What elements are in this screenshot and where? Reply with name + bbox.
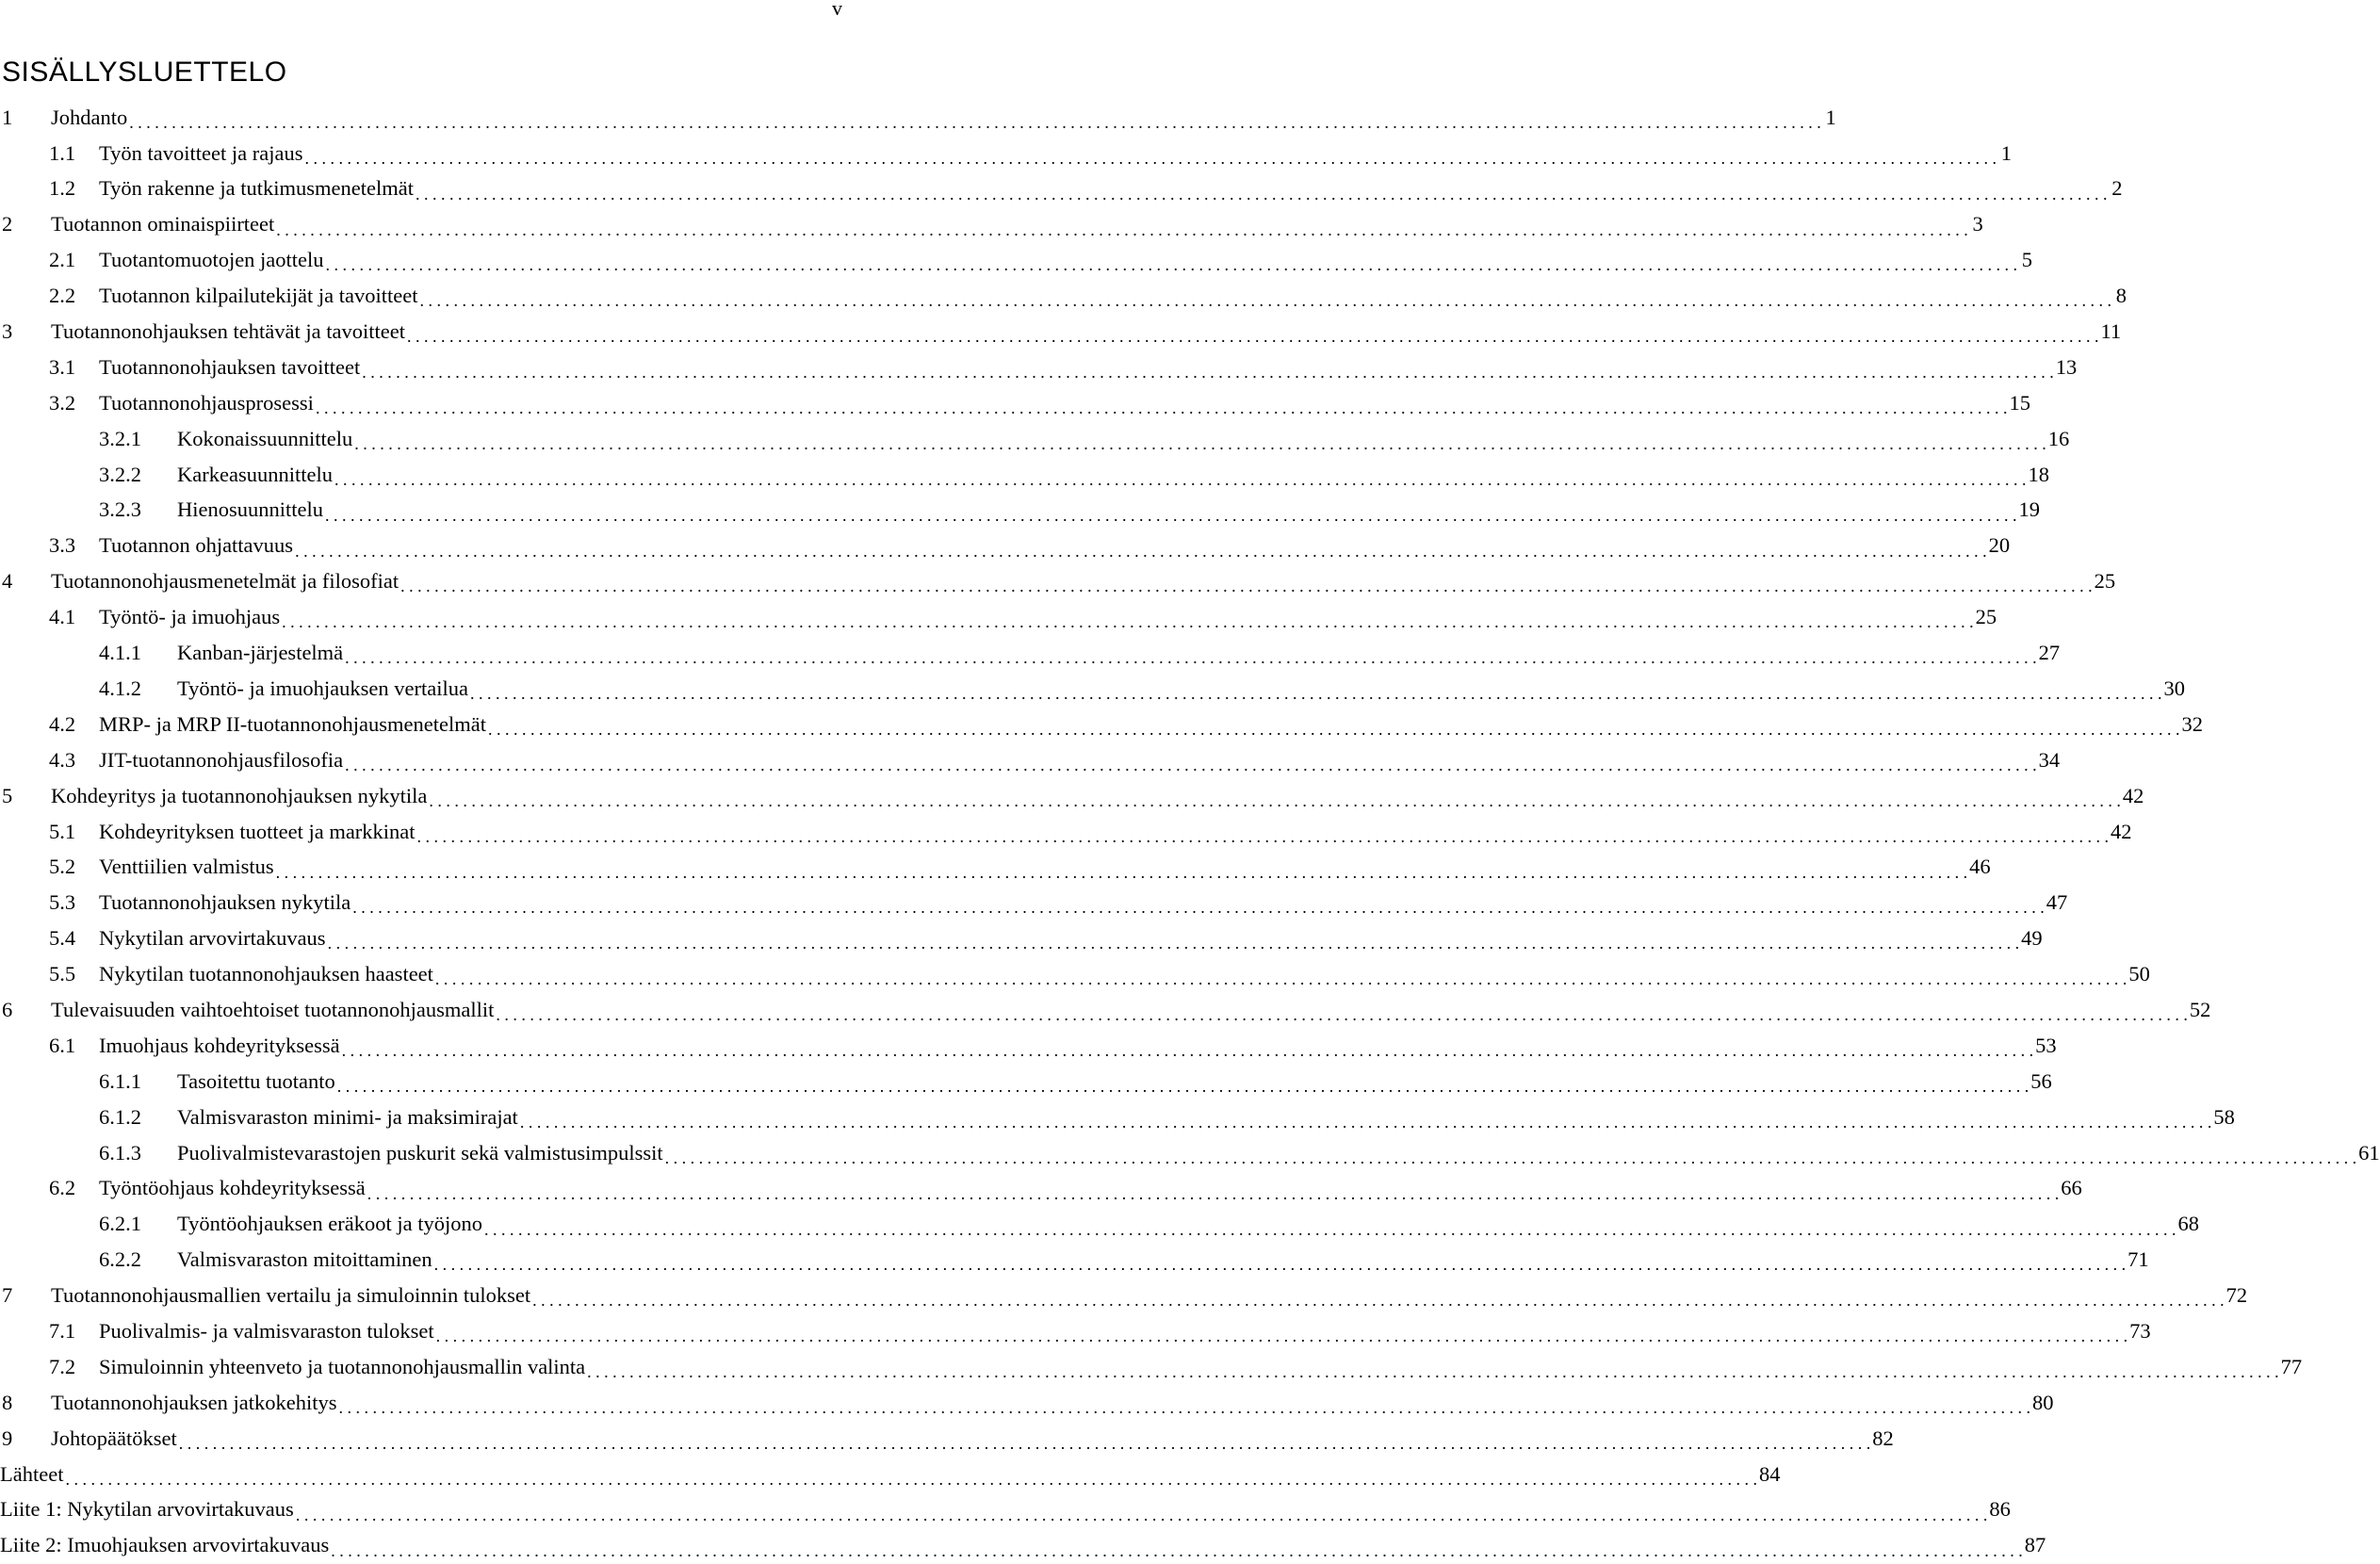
toc-entry-number: 3 [2, 319, 13, 344]
dot-leader: . . . . . . . . . . . . . . . . . . . . . . . . . . . . . . . . . . . . . . . . . . . . . . . . . . . . . . . . . . . . . . . . . . . . . . . . . . . . . . . . . . . . . . . . . . . . . . . . . . . . . . . . . . . . . . . . . . . . . . . . . . . . . . . . . . . . . . . . . . . . . . . . . . . . . . . . . . . . . . . . . . . . . . . . . . . . . . . . . . . . . . . . . . . . . . . . . . . . . . . . [331, 1540, 2023, 1560]
toc-entry-title: Tulevaisuuden vaihtoehtoiset tuotannonohjausmallit [51, 997, 495, 1021]
toc-entry-title: Simuloinnin yhteenveto ja tuotannonohjausmallin valinta [99, 1354, 586, 1378]
dot-leader: . . . . . . . . . . . . . . . . . . . . . . . . . . . . . . . . . . . . . . . . . . . . . . . . . . . . . . . . . . . . . . . . . . . . . . . . . . . . . . . . . . . . . . . . . . . . . . . . . . . . . . . . . . . . . . . . . . . . . . . . . . . . . . . . . . . . . . . . . . . . . . . . . . . . . . . . . . . . . . . . . . . . . . . . . . . . . . . . . . . . . . . . . . . . . . . . . . . . . . . . [282, 612, 1974, 632]
dot-leader: . . . . . . . . . . . . . . . . . . . . . . . . . . . . . . . . . . . . . . . . . . . . . . . . . . . . . . . . . . . . . . . . . . . . . . . . . . . . . . . . . . . . . . . . . . . . . . . . . . . . . . . . . . . . . . . . . . . . . . . . . . . . . . . . . . . . . . . . . . . . . . . . . . . . . . . . . . . . . . . . . . . . . . . . . . . . . . . . . . . . . . . . . . . . . . . . . . . . . . . . [406, 327, 2099, 347]
toc-entry-title: Tuotannonohjausmenetelmät ja filosofiat [51, 569, 399, 594]
toc-entry-number: 3.2.3 [99, 497, 141, 522]
toc-entry[interactable] [0, 707, 2203, 742]
toc-entry[interactable] [0, 1171, 2082, 1207]
dot-leader: . . . . . . . . . . . . . . . . . . . . . . . . . . . . . . . . . . . . . . . . . . . . . . . . . . . . . . . . . . . . . . . . . . . . . . . . . . . . . . . . . . . . . . . . . . . . . . . . . . . . . . . . . . . . . . . . . . . . . . . . . . . . . . . . . . . . . . . . . . . . . . . . . . . . . . . . . . . . . . . . . . . . . . . . . . . . . . . . . . . . . . . . . . . . . . . . . . . . . . . . [429, 790, 2121, 810]
dot-leader: . . . . . . . . . . . . . . . . . . . . . . . . . . . . . . . . . . . . . . . . . . . . . . . . . . . . . . . . . . . . . . . . . . . . . . . . . . . . . . . . . . . . . . . . . . . . . . . . . . . . . . . . . . . . . . . . . . . . . . . . . . . . . . . . . . . . . . . . . . . . . . . . . . . . . . . . . . . . . . . . . . . . . . . . . . . . . . . . . . . . . . . . . . . . . . . . . . . . . . . . [345, 648, 2037, 668]
toc-entry[interactable] [0, 778, 2144, 814]
toc-entry-page: 86 [1989, 1497, 2011, 1522]
toc-entry[interactable] [0, 278, 2127, 314]
toc-entry-page: 27 [2038, 641, 2061, 665]
toc-entry-number: 1.2 [49, 176, 76, 201]
toc-entry[interactable] [0, 1457, 1781, 1492]
toc-entry-page: 80 [2032, 1390, 2054, 1414]
toc-entry[interactable] [0, 171, 2123, 207]
toc-entry[interactable] [0, 742, 2061, 778]
toc-entry-page: 77 [2280, 1354, 2303, 1378]
toc-entry-title: Venttiilien valmistus [99, 855, 274, 879]
dot-leader: . . . . . . . . . . . . . . . . . . . . . . . . . . . . . . . . . . . . . . . . . . . . . . . . . . . . . . . . . . . . . . . . . . . . . . . . . . . . . . . . . . . . . . . . . . . . . . . . . . . . . . . . . . . . . . . . . . . . . . . . . . . . . . . . . . . . . . . . . . . . . . . . . . . . . . . . . . . . . . . . . . . . . . . . . . . . . . . . . . . . . . . . . . . . . . . . . . . . . . . . [334, 469, 2027, 489]
dot-leader: . . . . . . . . . . . . . . . . . . . . . . . . . . . . . . . . . . . . . . . . . . . . . . . . . . . . . . . . . . . . . . . . . . . . . . . . . . . . . . . . . . . . . . . . . . . . . . . . . . . . . . . . . . . . . . . . . . . . . . . . . . . . . . . . . . . . . . . . . . . . . . . . . . . . . . . . . . . . . . . . . . . . . . . . . . . . . . . . . . . . . . . . . . . . . . . . . . . . . . . . [295, 541, 1987, 561]
toc-entry-number: 6.2 [49, 1176, 76, 1200]
dot-leader: . . . . . . . . . . . . . . . . . . . . . . . . . . . . . . . . . . . . . . . . . . . . . . . . . . . . . . . . . . . . . . . . . . . . . . . . . . . . . . . . . . . . . . . . . . . . . . . . . . . . . . . . . . . . . . . . . . . . . . . . . . . . . . . . . . . . . . . . . . . . . . . . . . . . . . . . . . . . . . . . . . . . . . . . . . . . . . . . . . . . . . . . . . . . . . . . . . . . . . . . [325, 255, 2018, 275]
dot-leader: . . . . . . . . . . . . . . . . . . . . . . . . . . . . . . . . . . . . . . . . . . . . . . . . . . . . . . . . . . . . . . . . . . . . . . . . . . . . . . . . . . . . . . . . . . . . . . . . . . . . . . . . . . . . . . . . . . . . . . . . . . . . . . . . . . . . . . . . . . . . . . . . . . . . . . . . . . . . . . . . . . . . . . . . . . . . . . . . . . . . . . . . . . . . . . . . . . . . . . . . [327, 934, 2020, 953]
toc-entry-page: 58 [2213, 1104, 2235, 1129]
toc-entry-number: 6 [2, 997, 13, 1021]
toc-entry-page: 20 [1988, 533, 2011, 558]
toc-entry[interactable] [0, 920, 2043, 956]
toc-entry[interactable] [0, 529, 2011, 564]
toc-entry-page: 50 [2128, 962, 2150, 986]
toc-entry[interactable] [0, 1349, 2303, 1385]
toc-entry-number: 5.2 [49, 855, 76, 879]
toc-entry-number: 6.1 [49, 1033, 76, 1057]
toc-entry-page: 71 [2127, 1247, 2149, 1272]
toc-entry-number: 3.2.2 [99, 462, 141, 486]
toc-entry[interactable] [0, 564, 2116, 600]
toc-entry[interactable] [0, 421, 2070, 457]
toc-entry-page: 32 [2181, 711, 2203, 736]
dot-leader: . . . . . . . . . . . . . . . . . . . . . . . . . . . . . . . . . . . . . . . . . . . . . . . . . . . . . . . . . . . . . . . . . . . . . . . . . . . . . . . . . . . . . . . . . . . . . . . . . . . . . . . . . . . . . . . . . . . . . . . . . . . . . . . . . . . . . . . . . . . . . . . . . . . . . . . . . . . . . . . . . . . . . . . . . . . . . . . . . . . . . . . . . . . . . . . . . . . . . . . . [295, 1505, 1988, 1524]
toc-entry-page: 16 [2047, 426, 2070, 450]
toc-entry-page: 42 [2111, 819, 2132, 843]
toc-entry-number: 8 [2, 1390, 13, 1414]
dot-leader: . . . . . . . . . . . . . . . . . . . . . . . . . . . . . . . . . . . . . . . . . . . . . . . . . . . . . . . . . . . . . . . . . . . . . . . . . . . . . . . . . . . . . . . . . . . . . . . . . . . . . . . . . . . . . . . . . . . . . . . . . . . . . . . . . . . . . . . . . . . . . . . . . . . . . . . . . . . . . . . . . . . . . . . . . . . . . . . . . . . . . . . . . . . . . . . . . . . . . . . . [338, 1397, 2031, 1417]
toc-entry-page: 3 [1972, 212, 1983, 236]
toc-entry[interactable] [0, 1313, 2151, 1349]
toc-entry-page: 25 [2094, 569, 2116, 594]
toc-entry[interactable] [0, 1278, 2248, 1313]
toc-entry[interactable] [0, 1064, 2052, 1100]
toc-entry-page: 1 [1825, 105, 1836, 129]
toc-entry-title: JIT-tuotannonohjausfilosofia [99, 747, 344, 772]
toc-entry[interactable] [0, 1421, 1894, 1457]
dot-leader: . . . . . . . . . . . . . . . . . . . . . . . . . . . . . . . . . . . . . . . . . . . . . . . . . . . . . . . . . . . . . . . . . . . . . . . . . . . . . . . . . . . . . . . . . . . . . . . . . . . . . . . . . . . . . . . . . . . . . . . . . . . . . . . . . . . . . . . . . . . . . . . . . . . . . . . . . . . . . . . . . . . . . . . . . . . . . . . . . . . . . . . . . . . . . . . . . . . . . . . . [488, 720, 2180, 740]
toc-entry-title: MRP- ja MRP II-tuotannonohjausmenetelmät [99, 711, 486, 736]
toc-entry-number: 6.2.1 [99, 1212, 141, 1236]
toc-entry-page: 73 [2129, 1318, 2151, 1343]
toc-entry-number: 6.2.2 [99, 1247, 141, 1272]
dot-leader: . . . . . . . . . . . . . . . . . . . . . . . . . . . . . . . . . . . . . . . . . . . . . . . . . . . . . . . . . . . . . . . . . . . . . . . . . . . . . . . . . . . . . . . . . . . . . . . . . . . . . . . . . . . . . . . . . . . . . . . . . . . . . . . . . . . . . . . . . . . . . . . . . . . . . . . . . . . . . . . . . . . . . . . . . . . . . . . . . . . . . . . . . . . . . . . . . . . . . . . . [315, 399, 2008, 418]
dot-leader: . . . . . . . . . . . . . . . . . . . . . . . . . . . . . . . . . . . . . . . . . . . . . . . . . . . . . . . . . . . . . . . . . . . . . . . . . . . . . . . . . . . . . . . . . . . . . . . . . . . . . . . . . . . . . . . . . . . . . . . . . . . . . . . . . . . . . . . . . . . . . . . . . . . . . . . . . . . . . . . . . . . . . . . . . . . . . . . . . . . . . . . . . . . . . . . . . . . . . . . . [178, 1433, 1871, 1453]
toc-entry[interactable] [0, 243, 2033, 279]
toc-entry[interactable] [0, 635, 2061, 671]
dot-leader: . . . . . . . . . . . . . . . . . . . . . . . . . . . . . . . . . . . . . . . . . . . . . . . . . . . . . . . . . . . . . . . . . . . . . . . . . . . . . . . . . . . . . . . . . . . . . . . . . . . . . . . . . . . . . . . . . . . . . . . . . . . . . . . . . . . . . . . . . . . . . . . . . . . . . . . . . . . . . . . . . . . . . . . . . . . . . . . . . . . . . . . . . . . . . . . . . . . . . . . . [129, 112, 1821, 132]
toc-entry-title: Puolivalmistevarastojen puskurit sekä valmistusimpulssit [177, 1140, 663, 1165]
toc-entry-title: Tuotannon ohjattavuus [99, 533, 294, 558]
toc-entry-page: 30 [2163, 676, 2185, 700]
toc-entry-number: 5.1 [49, 819, 76, 843]
toc-entry-title: Kokonaissuunnittelu [177, 426, 353, 450]
toc-entry-title: Tuotannonohjauksen tehtävät ja tavoitteet [51, 319, 405, 344]
toc-entry-title: Työntö- ja imuohjaus [99, 605, 281, 629]
dot-leader: . . . . . . . . . . . . . . . . . . . . . . . . . . . . . . . . . . . . . . . . . . . . . . . . . . . . . . . . . . . . . . . . . . . . . . . . . . . . . . . . . . . . . . . . . . . . . . . . . . . . . . . . . . . . . . . . . . . . . . . . . . . . . . . . . . . . . . . . . . . . . . . . . . . . . . . . . . . . . . . . . . . . . . . . . . . . . . . . . . . . . . . . . . . . . . . . . . . . . . . . [336, 1076, 2030, 1096]
toc-entry-title: Johtopäätökset [51, 1426, 177, 1450]
toc-entry-number: 5.3 [49, 890, 76, 915]
toc-entry-number: 2 [2, 212, 13, 236]
toc-entry-number: 3.1 [49, 354, 76, 379]
toc-entry-number: 3.2.1 [99, 426, 141, 450]
toc-entry-number: 6.1.2 [99, 1104, 141, 1129]
dot-leader: . . . . . . . . . . . . . . . . . . . . . . . . . . . . . . . . . . . . . . . . . . . . . . . . . . . . . . . . . . . . . . . . . . . . . . . . . . . . . . . . . . . . . . . . . . . . . . . . . . . . . . . . . . . . . . . . . . . . . . . . . . . . . . . . . . . . . . . . . . . . . . . . . . . . . . . . . . . . . . . . . . . . . . . . . . . . . . . . . . . . . . . . . . . . . . . . . . . . . . . . [352, 898, 2045, 918]
dot-leader: . . . . . . . . . . . . . . . . . . . . . . . . . . . . . . . . . . . . . . . . . . . . . . . . . . . . . . . . . . . . . . . . . . . . . . . . . . . . . . . . . . . . . . . . . . . . . . . . . . . . . . . . . . . . . . . . . . . . . . . . . . . . . . . . . . . . . . . . . . . . . . . . . . . . . . . . . . . . . . . . . . . . . . . . . . . . . . . . . . . . . . . . . . . . . . . . . . . . . . . . [484, 1219, 2176, 1239]
toc-entry[interactable] [0, 100, 1836, 136]
toc-entry[interactable] [0, 850, 1991, 886]
toc-entry[interactable] [0, 385, 2030, 421]
toc-entry-title: Valmisvaraston minimi- ja maksimirajat [177, 1104, 518, 1129]
toc-entry[interactable] [0, 1100, 2235, 1135]
toc-entry-page: 49 [2021, 926, 2043, 951]
dot-leader: . . . . . . . . . . . . . . . . . . . . . . . . . . . . . . . . . . . . . . . . . . . . . . . . . . . . . . . . . . . . . . . . . . . . . . . . . . . . . . . . . . . . . . . . . . . . . . . . . . . . . . . . . . . . . . . . . . . . . . . . . . . . . . . . . . . . . . . . . . . . . . . . . . . . . . . . . . . . . . . . . . . . . . . . . . . . . . . . . . . . . . . . . . . . . . . . . . . . . . . . [433, 1255, 2127, 1275]
toc-entry-number: 1 [2, 105, 13, 129]
table-of-contents [0, 100, 2380, 1564]
toc-entry[interactable] [0, 314, 2122, 350]
toc-entry-page: 52 [2189, 997, 2211, 1021]
dot-leader: . . . . . . . . . . . . . . . . . . . . . . . . . . . . . . . . . . . . . . . . . . . . . . . . . . . . . . . . . . . . . . . . . . . . . . . . . . . . . . . . . . . . . . . . . . . . . . . . . . . . . . . . . . . . . . . . . . . . . . . . . . . . . . . . . . . . . . . . . . . . . . . . . . . . . . . . . . . . . . . . . . . . . . . . . . . . . . . . . . . . . . . . . . . . . . . . . . . . . . . . [362, 363, 2054, 383]
toc-entry-title: Tuotannonohjauksen tavoitteet [99, 354, 361, 379]
toc-entry-title: Nykytilan tuotannonohjauksen haasteet [99, 962, 433, 986]
toc-entry-number: 6.1.3 [99, 1140, 141, 1165]
dot-leader: . . . . . . . . . . . . . . . . . . . . . . . . . . . . . . . . . . . . . . . . . . . . . . . . . . . . . . . . . . . . . . . . . . . . . . . . . . . . . . . . . . . . . . . . . . . . . . . . . . . . . . . . . . . . . . . . . . . . . . . . . . . . . . . . . . . . . . . . . . . . . . . . . . . . . . . . . . . . . . . . . . . . . . . . . . . . . . . . . . . . . . . . . . . . . . . . . . . . . . . . [532, 1291, 2225, 1311]
toc-entry-page: 68 [2177, 1212, 2199, 1236]
toc-entry-page: 34 [2038, 747, 2061, 772]
dot-leader: . . . . . . . . . . . . . . . . . . . . . . . . . . . . . . . . . . . . . . . . . . . . . . . . . . . . . . . . . . . . . . . . . . . . . . . . . . . . . . . . . . . . . . . . . . . . . . . . . . . . . . . . . . . . . . . . . . . . . . . . . . . . . . . . . . . . . . . . . . . . . . . . . . . . . . . . . . . . . . . . . . . . . . . . . . . . . . . . . . . . . . . . . . . . . . . . . . . . . . . . [345, 755, 2037, 774]
toc-entry[interactable] [0, 956, 2150, 992]
toc-entry-number: 5 [2, 783, 13, 807]
toc-entry[interactable] [0, 1528, 2046, 1564]
toc-entry-number: 1.1 [49, 140, 76, 165]
toc-entry-number: 4.2 [49, 711, 76, 736]
toc-entry-page: 56 [2030, 1068, 2052, 1093]
toc-entry-title: Puolivalmis- ja valmisvaraston tulokset [99, 1318, 434, 1343]
toc-entry-title: Tuotannonohjauksen jatkokehitys [51, 1390, 337, 1414]
dot-leader: . . . . . . . . . . . . . . . . . . . . . . . . . . . . . . . . . . . . . . . . . . . . . . . . . . . . . . . . . . . . . . . . . . . . . . . . . . . . . . . . . . . . . . . . . . . . . . . . . . . . . . . . . . . . . . . . . . . . . . . . . . . . . . . . . . . . . . . . . . . . . . . . . . . . . . . . . . . . . . . . . . . . . . . . . . . . . . . . . . . . . . . . . . . . . . . . . . . . . . . . [400, 577, 2093, 596]
toc-entry-title: Tuotannon kilpailutekijät ja tavoitteet [99, 284, 418, 308]
toc-entry[interactable] [0, 207, 1983, 243]
toc-entry-number: 4.1 [49, 605, 76, 629]
toc-entry[interactable] [0, 350, 2078, 385]
toc-entry-number: 3.3 [49, 533, 76, 558]
toc-entry-number: 4.1.2 [99, 676, 141, 700]
toc-entry-page: 61 [2358, 1140, 2380, 1165]
toc-entry-page: 25 [1975, 605, 1997, 629]
toc-entry-page: 66 [2061, 1176, 2082, 1200]
toc-entry-title: Lähteet [0, 1461, 64, 1486]
toc-entry[interactable] [0, 671, 2185, 707]
toc-entry-number: 7 [2, 1283, 13, 1308]
toc-entry-page: 8 [2115, 284, 2127, 308]
dot-leader: . . . . . . . . . . . . . . . . . . . . . . . . . . . . . . . . . . . . . . . . . . . . . . . . . . . . . . . . . . . . . . . . . . . . . . . . . . . . . . . . . . . . . . . . . . . . . . . . . . . . . . . . . . . . . . . . . . . . . . . . . . . . . . . . . . . . . . . . . . . . . . . . . . . . . . . . . . . . . . . . . . . . . . . . . . . . . . . . . . . . . . . . . . . . . . . . . . . . . . . . [664, 1148, 2357, 1167]
toc-entry-page: 84 [1758, 1461, 1781, 1486]
toc-entry[interactable] [0, 1028, 2057, 1064]
toc-entry-page: 15 [2009, 390, 2030, 415]
toc-entry-title: Työn tavoitteet ja rajaus [99, 140, 303, 165]
dot-leader: . . . . . . . . . . . . . . . . . . . . . . . . . . . . . . . . . . . . . . . . . . . . . . . . . . . . . . . . . . . . . . . . . . . . . . . . . . . . . . . . . . . . . . . . . . . . . . . . . . . . . . . . . . . . . . . . . . . . . . . . . . . . . . . . . . . . . . . . . . . . . . . . . . . . . . . . . . . . . . . . . . . . . . . . . . . . . . . . . . . . . . . . . . . . . . . . . . . . . . . . [419, 291, 2111, 311]
toc-entry-title: Nykytilan arvovirtakuvaus [99, 926, 326, 951]
toc-entry[interactable] [0, 457, 2049, 493]
page-title: SISÄLLYSLUETTELO [2, 57, 287, 88]
toc-entry-title: Liite 1: Nykytilan arvovirtakuvaus [0, 1497, 294, 1522]
toc-entry[interactable] [0, 136, 2012, 171]
dot-leader: . . . . . . . . . . . . . . . . . . . . . . . . . . . . . . . . . . . . . . . . . . . . . . . . . . . . . . . . . . . . . . . . . . . . . . . . . . . . . . . . . . . . . . . . . . . . . . . . . . . . . . . . . . . . . . . . . . . . . . . . . . . . . . . . . . . . . . . . . . . . . . . . . . . . . . . . . . . . . . . . . . . . . . . . . . . . . . . . . . . . . . . . . . . . . . . . . . . . . . . . [367, 1183, 2060, 1203]
toc-entry-title: Työntö- ja imuohjauksen vertailua [177, 676, 468, 700]
toc-entry[interactable] [0, 1492, 2011, 1528]
toc-entry-title: Tuotannon ominaispiirteet [51, 212, 275, 236]
dot-leader: . . . . . . . . . . . . . . . . . . . . . . . . . . . . . . . . . . . . . . . . . . . . . . . . . . . . . . . . . . . . . . . . . . . . . . . . . . . . . . . . . . . . . . . . . . . . . . . . . . . . . . . . . . . . . . . . . . . . . . . . . . . . . . . . . . . . . . . . . . . . . . . . . . . . . . . . . . . . . . . . . . . . . . . . . . . . . . . . . . . . . . . . . . . . . . . . . . . . . . . . [496, 1005, 2188, 1025]
toc-entry[interactable] [0, 1207, 2199, 1243]
toc-entry-number: 4.1.1 [99, 641, 141, 665]
toc-entry-number: 4 [2, 569, 13, 594]
toc-entry[interactable] [0, 886, 2068, 921]
toc-entry-number: 7.1 [49, 1318, 76, 1343]
toc-entry-page: 46 [1969, 855, 1991, 879]
toc-entry[interactable] [0, 992, 2211, 1028]
toc-entry-number: 2.1 [49, 248, 76, 272]
toc-entry-page: 11 [2100, 319, 2122, 344]
dot-leader: . . . . . . . . . . . . . . . . . . . . . . . . . . . . . . . . . . . . . . . . . . . . . . . . . . . . . . . . . . . . . . . . . . . . . . . . . . . . . . . . . . . . . . . . . . . . . . . . . . . . . . . . . . . . . . . . . . . . . . . . . . . . . . . . . . . . . . . . . . . . . . . . . . . . . . . . . . . . . . . . . . . . . . . . . . . . . . . . . . . . . . . . . . . . . . . . . . . . . . . . [304, 148, 1997, 168]
dot-leader: . . . . . . . . . . . . . . . . . . . . . . . . . . . . . . . . . . . . . . . . . . . . . . . . . . . . . . . . . . . . . . . . . . . . . . . . . . . . . . . . . . . . . . . . . . . . . . . . . . . . . . . . . . . . . . . . . . . . . . . . . . . . . . . . . . . . . . . . . . . . . . . . . . . . . . . . . . . . . . . . . . . . . . . . . . . . . . . . . . . . . . . . . . . . . . . . . . . . . . . . [324, 505, 2017, 525]
dot-leader: . . . . . . . . . . . . . . . . . . . . . . . . . . . . . . . . . . . . . . . . . . . . . . . . . . . . . . . . . . . . . . . . . . . . . . . . . . . . . . . . . . . . . . . . . . . . . . . . . . . . . . . . . . . . . . . . . . . . . . . . . . . . . . . . . . . . . . . . . . . . . . . . . . . . . . . . . . . . . . . . . . . . . . . . . . . . . . . . . . . . . . . . . . . . . . . . . . . . . . . . [275, 862, 1968, 882]
toc-entry-title: Karkeasuunnittelu [177, 462, 333, 486]
dot-leader: . . . . . . . . . . . . . . . . . . . . . . . . . . . . . . . . . . . . . . . . . . . . . . . . . . . . . . . . . . . . . . . . . . . . . . . . . . . . . . . . . . . . . . . . . . . . . . . . . . . . . . . . . . . . . . . . . . . . . . . . . . . . . . . . . . . . . . . . . . . . . . . . . . . . . . . . . . . . . . . . . . . . . . . . . . . . . . . . . . . . . . . . . . . . . . . . . . . . . . . . [587, 1362, 2279, 1382]
toc-entry-page: 2 [2111, 176, 2123, 201]
toc-entry-page: 42 [2122, 783, 2144, 807]
toc-entry-title: Työntöohjaus kohdeyrityksessä [99, 1176, 366, 1200]
toc-entry[interactable] [0, 599, 1997, 635]
dot-leader: . . . . . . . . . . . . . . . . . . . . . . . . . . . . . . . . . . . . . . . . . . . . . . . . . . . . . . . . . . . . . . . . . . . . . . . . . . . . . . . . . . . . . . . . . . . . . . . . . . . . . . . . . . . . . . . . . . . . . . . . . . . . . . . . . . . . . . . . . . . . . . . . . . . . . . . . . . . . . . . . . . . . . . . . . . . . . . . . . . . . . . . . . . . . . . . . . . . . . . . . [435, 1327, 2128, 1346]
dot-leader: . . . . . . . . . . . . . . . . . . . . . . . . . . . . . . . . . . . . . . . . . . . . . . . . . . . . . . . . . . . . . . . . . . . . . . . . . . . . . . . . . . . . . . . . . . . . . . . . . . . . . . . . . . . . . . . . . . . . . . . . . . . . . . . . . . . . . . . . . . . . . . . . . . . . . . . . . . . . . . . . . . . . . . . . . . . . . . . . . . . . . . . . . . . . . . . . . . . . . . . . [65, 1469, 1757, 1489]
toc-entry[interactable] [0, 1243, 2149, 1279]
toc-entry[interactable] [0, 493, 2040, 529]
toc-entry-title: Johdanto [51, 105, 128, 129]
toc-entry-title: Tuotantomuotojen jaottelu [99, 248, 324, 272]
toc-entry-title: Imuohjaus kohdeyrityksessä [99, 1033, 340, 1057]
toc-entry-page: 87 [2024, 1533, 2046, 1557]
toc-entry[interactable] [0, 814, 2132, 850]
toc-entry-number: 6.1.1 [99, 1068, 141, 1093]
toc-entry[interactable] [0, 1135, 2380, 1171]
toc-entry-title: Hienosuunnittelu [177, 497, 323, 522]
dot-leader: . . . . . . . . . . . . . . . . . . . . . . . . . . . . . . . . . . . . . . . . . . . . . . . . . . . . . . . . . . . . . . . . . . . . . . . . . . . . . . . . . . . . . . . . . . . . . . . . . . . . . . . . . . . . . . . . . . . . . . . . . . . . . . . . . . . . . . . . . . . . . . . . . . . . . . . . . . . . . . . . . . . . . . . . . . . . . . . . . . . . . . . . . . . . . . . . . . . . . . . . [469, 684, 2162, 704]
toc-entry-number: 2.2 [49, 284, 76, 308]
toc-entry-page: 5 [2021, 248, 2033, 272]
toc-entry-page: 19 [2018, 497, 2040, 522]
toc-entry-title: Kanban-järjestelmä [177, 641, 344, 665]
toc-entry-title: Tasoitettu tuotanto [177, 1068, 335, 1093]
dot-leader: . . . . . . . . . . . . . . . . . . . . . . . . . . . . . . . . . . . . . . . . . . . . . . . . . . . . . . . . . . . . . . . . . . . . . . . . . . . . . . . . . . . . . . . . . . . . . . . . . . . . . . . . . . . . . . . . . . . . . . . . . . . . . . . . . . . . . . . . . . . . . . . . . . . . . . . . . . . . . . . . . . . . . . . . . . . . . . . . . . . . . . . . . . . . . . . . . . . . . . . . [415, 184, 2108, 204]
page-number: v [832, 0, 842, 20]
dot-leader: . . . . . . . . . . . . . . . . . . . . . . . . . . . . . . . . . . . . . . . . . . . . . . . . . . . . . . . . . . . . . . . . . . . . . . . . . . . . . . . . . . . . . . . . . . . . . . . . . . . . . . . . . . . . . . . . . . . . . . . . . . . . . . . . . . . . . . . . . . . . . . . . . . . . . . . . . . . . . . . . . . . . . . . . . . . . . . . . . . . . . . . . . . . . . . . . . . . . . . . . [416, 826, 2110, 846]
toc-entry-page: 1 [2000, 140, 2012, 165]
dot-leader: . . . . . . . . . . . . . . . . . . . . . . . . . . . . . . . . . . . . . . . . . . . . . . . . . . . . . . . . . . . . . . . . . . . . . . . . . . . . . . . . . . . . . . . . . . . . . . . . . . . . . . . . . . . . . . . . . . . . . . . . . . . . . . . . . . . . . . . . . . . . . . . . . . . . . . . . . . . . . . . . . . . . . . . . . . . . . . . . . . . . . . . . . . . . . . . . . . . . . . . . [341, 1041, 2034, 1061]
toc-entry[interactable] [0, 1385, 2054, 1421]
toc-entry-page: 13 [2055, 354, 2078, 379]
toc-entry-page: 72 [2225, 1283, 2248, 1308]
toc-entry-page: 18 [2028, 462, 2049, 486]
dot-leader: . . . . . . . . . . . . . . . . . . . . . . . . . . . . . . . . . . . . . . . . . . . . . . . . . . . . . . . . . . . . . . . . . . . . . . . . . . . . . . . . . . . . . . . . . . . . . . . . . . . . . . . . . . . . . . . . . . . . . . . . . . . . . . . . . . . . . . . . . . . . . . . . . . . . . . . . . . . . . . . . . . . . . . . . . . . . . . . . . . . . . . . . . . . . . . . . . . . . . . . . [354, 433, 2046, 453]
toc-entry-title: Tuotannonohjausprosessi [99, 390, 314, 415]
toc-entry-number: 3.2 [49, 390, 76, 415]
toc-entry-title: Työntöohjauksen eräkoot ja työjono [177, 1212, 482, 1236]
toc-entry-title: Valmisvaraston mitoittaminen [177, 1247, 432, 1272]
dot-leader: . . . . . . . . . . . . . . . . . . . . . . . . . . . . . . . . . . . . . . . . . . . . . . . . . . . . . . . . . . . . . . . . . . . . . . . . . . . . . . . . . . . . . . . . . . . . . . . . . . . . . . . . . . . . . . . . . . . . . . . . . . . . . . . . . . . . . . . . . . . . . . . . . . . . . . . . . . . . . . . . . . . . . . . . . . . . . . . . . . . . . . . . . . . . . . . . . . . . . . . . [434, 969, 2127, 989]
dot-leader: . . . . . . . . . . . . . . . . . . . . . . . . . . . . . . . . . . . . . . . . . . . . . . . . . . . . . . . . . . . . . . . . . . . . . . . . . . . . . . . . . . . . . . . . . . . . . . . . . . . . . . . . . . . . . . . . . . . . . . . . . . . . . . . . . . . . . . . . . . . . . . . . . . . . . . . . . . . . . . . . . . . . . . . . . . . . . . . . . . . . . . . . . . . . . . . . . . . . . . . . [276, 220, 1968, 239]
toc-entry-number: 4.3 [49, 747, 76, 772]
toc-entry-number: 5.4 [49, 926, 76, 951]
toc-entry-title: Tuotannonohjausmallien vertailu ja simuloinnin tulokset [51, 1283, 531, 1308]
toc-entry-number: 7.2 [49, 1354, 76, 1378]
toc-entry-number: 5.5 [49, 962, 76, 986]
toc-entry-page: 47 [2046, 890, 2068, 915]
toc-entry-title: Tuotannonohjauksen nykytila [99, 890, 351, 915]
toc-entry-title: Liite 2: Imuohjauksen arvovirtakuvaus [0, 1533, 330, 1557]
toc-entry-title: Kohdeyrityksen tuotteet ja markkinat [99, 819, 416, 843]
dot-leader: . . . . . . . . . . . . . . . . . . . . . . . . . . . . . . . . . . . . . . . . . . . . . . . . . . . . . . . . . . . . . . . . . . . . . . . . . . . . . . . . . . . . . . . . . . . . . . . . . . . . . . . . . . . . . . . . . . . . . . . . . . . . . . . . . . . . . . . . . . . . . . . . . . . . . . . . . . . . . . . . . . . . . . . . . . . . . . . . . . . . . . . . . . . . . . . . . . . . . . . . [519, 1112, 2212, 1132]
toc-entry-page: 82 [1872, 1426, 1894, 1450]
toc-entry-number: 9 [2, 1426, 13, 1450]
toc-entry-page: 53 [2035, 1033, 2057, 1057]
toc-entry-title: Kohdeyritys ja tuotannonohjauksen nykytila [51, 783, 428, 807]
toc-entry-title: Työn rakenne ja tutkimusmenetelmät [99, 176, 414, 201]
